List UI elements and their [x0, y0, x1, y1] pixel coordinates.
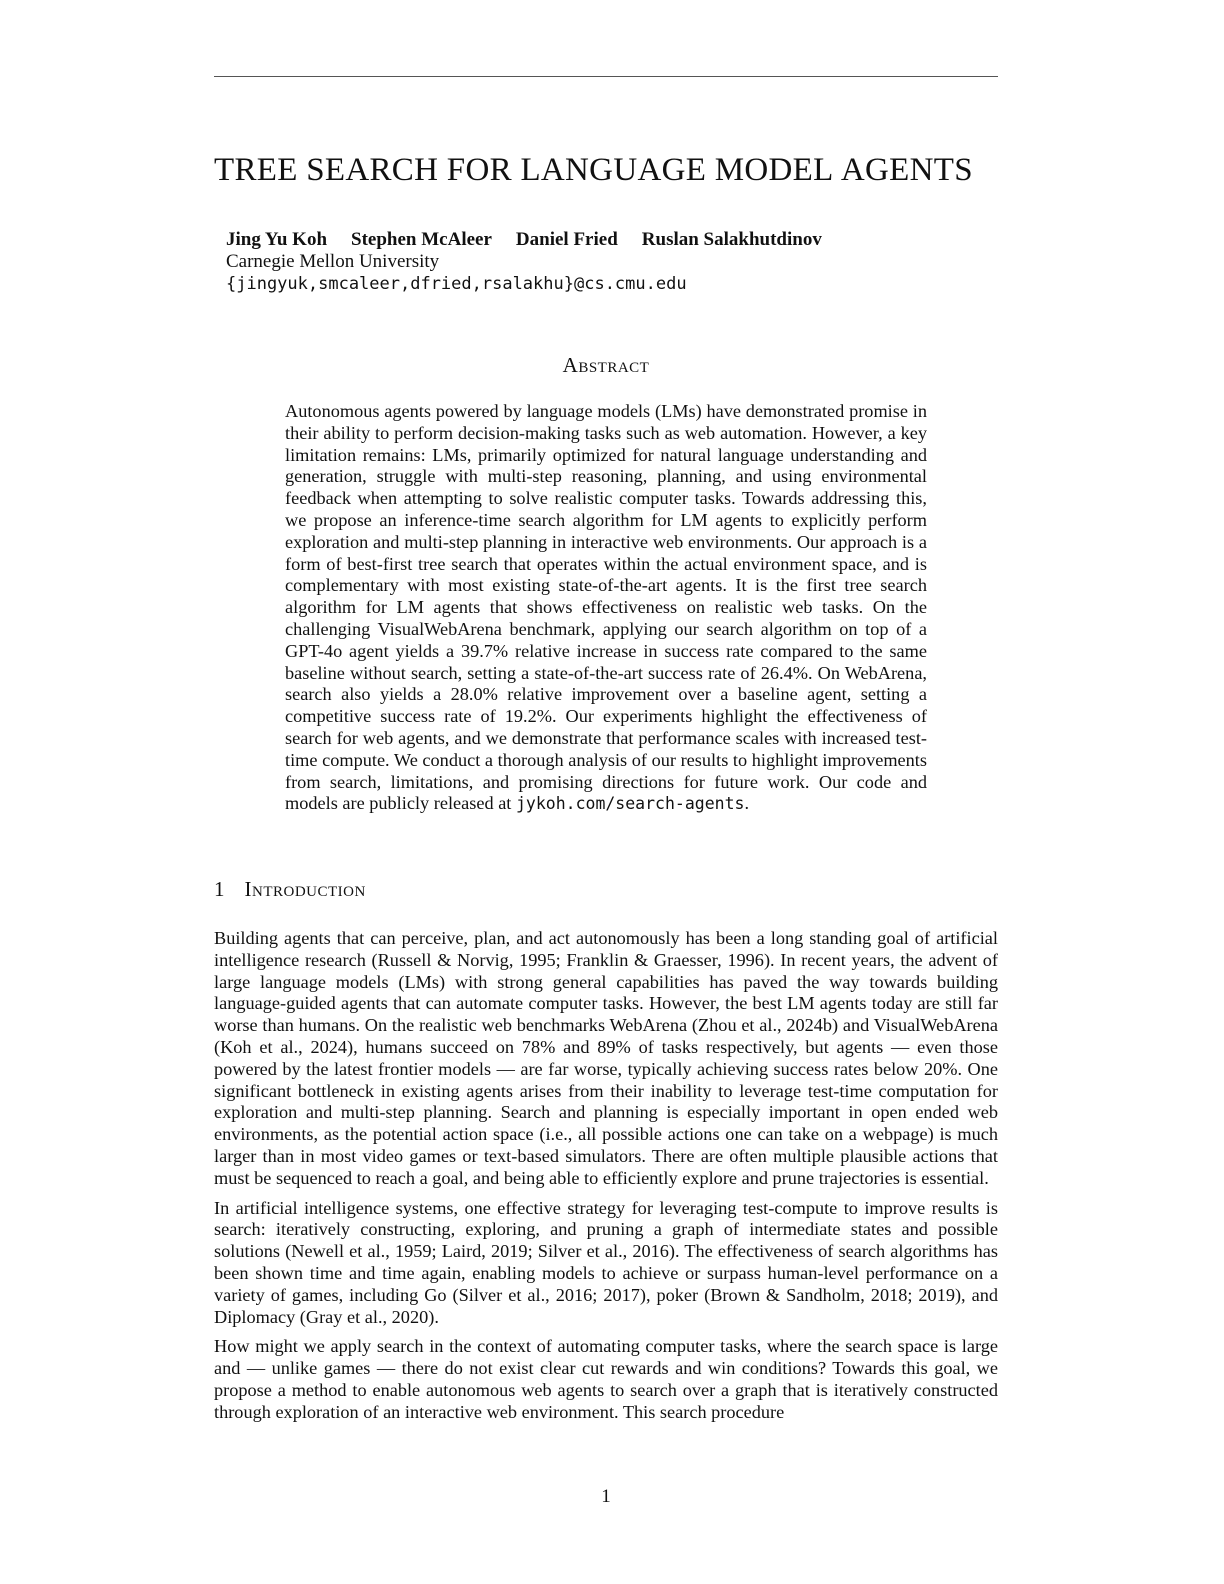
- author-list: [226, 229, 846, 251]
- paper-title: TREE SEARCH FOR LANGUAGE MODEL AGENTS: [214, 152, 973, 188]
- paragraph: How might we apply search in the context of automating computer tasks, where the search space is large and — unlike games — there do not exist clear cut rewards and win conditions? Towards this goal, we propose a method to enable autonomous web agents to search over a graph that is iteratively constructed through exploration of an interactive web environment. This search procedure: [214, 1336, 998, 1422]
- author-name: Daniel Fried: [515, 229, 618, 250]
- author-name: Stephen McAleer: [351, 229, 492, 250]
- affiliation: Carnegie Mellon University: [226, 251, 440, 272]
- section-heading: [214, 877, 366, 902]
- paragraph: Building agents that can perceive, plan, and act autonomously has been a long standing goal of artificial intelligence research (Russell & Norvig, 1995; Franklin & Graesser, 1996). In recent years, the advent of large language models (LMs) with strong general capabilities has paved the way towards building language-guided agents that can automate computer tasks. However, the best LM agents today are still far worse than humans. On the realistic web benchmarks WebArena (Zhou et al., 2024b) and VisualWebArena (Koh et al., 2024), humans succeed on 78% and 89% of tasks respectively, but agents — even those powered by the latest frontier models — are far worse, typically achieving success rates below 20%. One significant bottleneck in existing agents arises from their inability to leverage test-time computation for exploration and multi-step planning. Search and planning is especially important in open ended web environments, as the potential action space (i.e., all possible actions one can take on a webpage) is much larger than in most video games or text-based simulators. There are often multiple plausible actions that must be sequenced to reach a goal, and being able to efficiently explore and prune trajectories is essential.: [214, 928, 998, 1188]
- author-name: Jing Yu Koh: [226, 229, 328, 250]
- paragraph: In artificial intelligence systems, one effective strategy for leveraging test-compute to improve results is search: iteratively constructing, exploring, and pruning a graph of intermediate states and possible solutions (Newell et al., 1959; Laird, 2019; Silver et al., 2016). The effectiveness of search algorithms has been shown time and time again, enabling models to achieve or surpass human-level performance on a variety of games, including Go (Silver et al., 2016; 2017), poker (Brown & Sandholm, 2018; 2019), and Diplomacy (Gray et al., 2020).: [214, 1197, 998, 1327]
- page-number: 1: [601, 1486, 611, 1507]
- abstract-heading: Abstract: [562, 353, 650, 377]
- section-number: 1: [214, 877, 225, 901]
- section-title: Introduction: [244, 877, 366, 901]
- author-name: Ruslan Salakhutdinov: [641, 229, 822, 250]
- author-emails: {jingyuk,smcaleer,dfried,rsalakhu}@cs.cmu.edu: [226, 274, 687, 294]
- top-rule: [214, 76, 998, 77]
- code-link[interactable]: jykoh.com/search-agents: [515, 794, 745, 814]
- section-body: [214, 928, 998, 1432]
- abstract-text: Autonomous agents powered by language models (LMs) have demonstrated promise in their ability to perform decision-making tasks such as web automation. However, a key limitation remains: LMs, primarily optimized for natural language understanding and generation, struggle with multi-step reasoning, planning, and using environmental feedback when attempting to solve realistic computer tasks. Towards addressing this, we propose an inference-time search algorithm for LM agents to explicitly perform exploration and multi-step planning in interactive web environments. Our approach is a form of best-first tree search that operates within the actual environment space, and is complementary with most existing state-of-the-art agents. It is the first tree search algorithm for LM agents that shows effectiveness on realistic web tasks. On the challenging VisualWebArena benchmark, applying our search algorithm on top of a GPT-4o agent yields a 39.7% relative increase in success rate compared to the same baseline without search, setting a state-of-the-art success rate of 26.4%. On WebArena, search also yields a 28.0% relative improvement over a baseline agent, setting a competitive success rate of 19.2%. Our experiments highlight the effectiveness of search for web agents, and we demonstrate that performance scales with increased test-time compute. We conduct a thorough analysis of our results to highlight improvements from search, limitations, and promising directions for future work. Our code and models are publicly released at jykoh.com/search-agents.: [285, 401, 927, 814]
